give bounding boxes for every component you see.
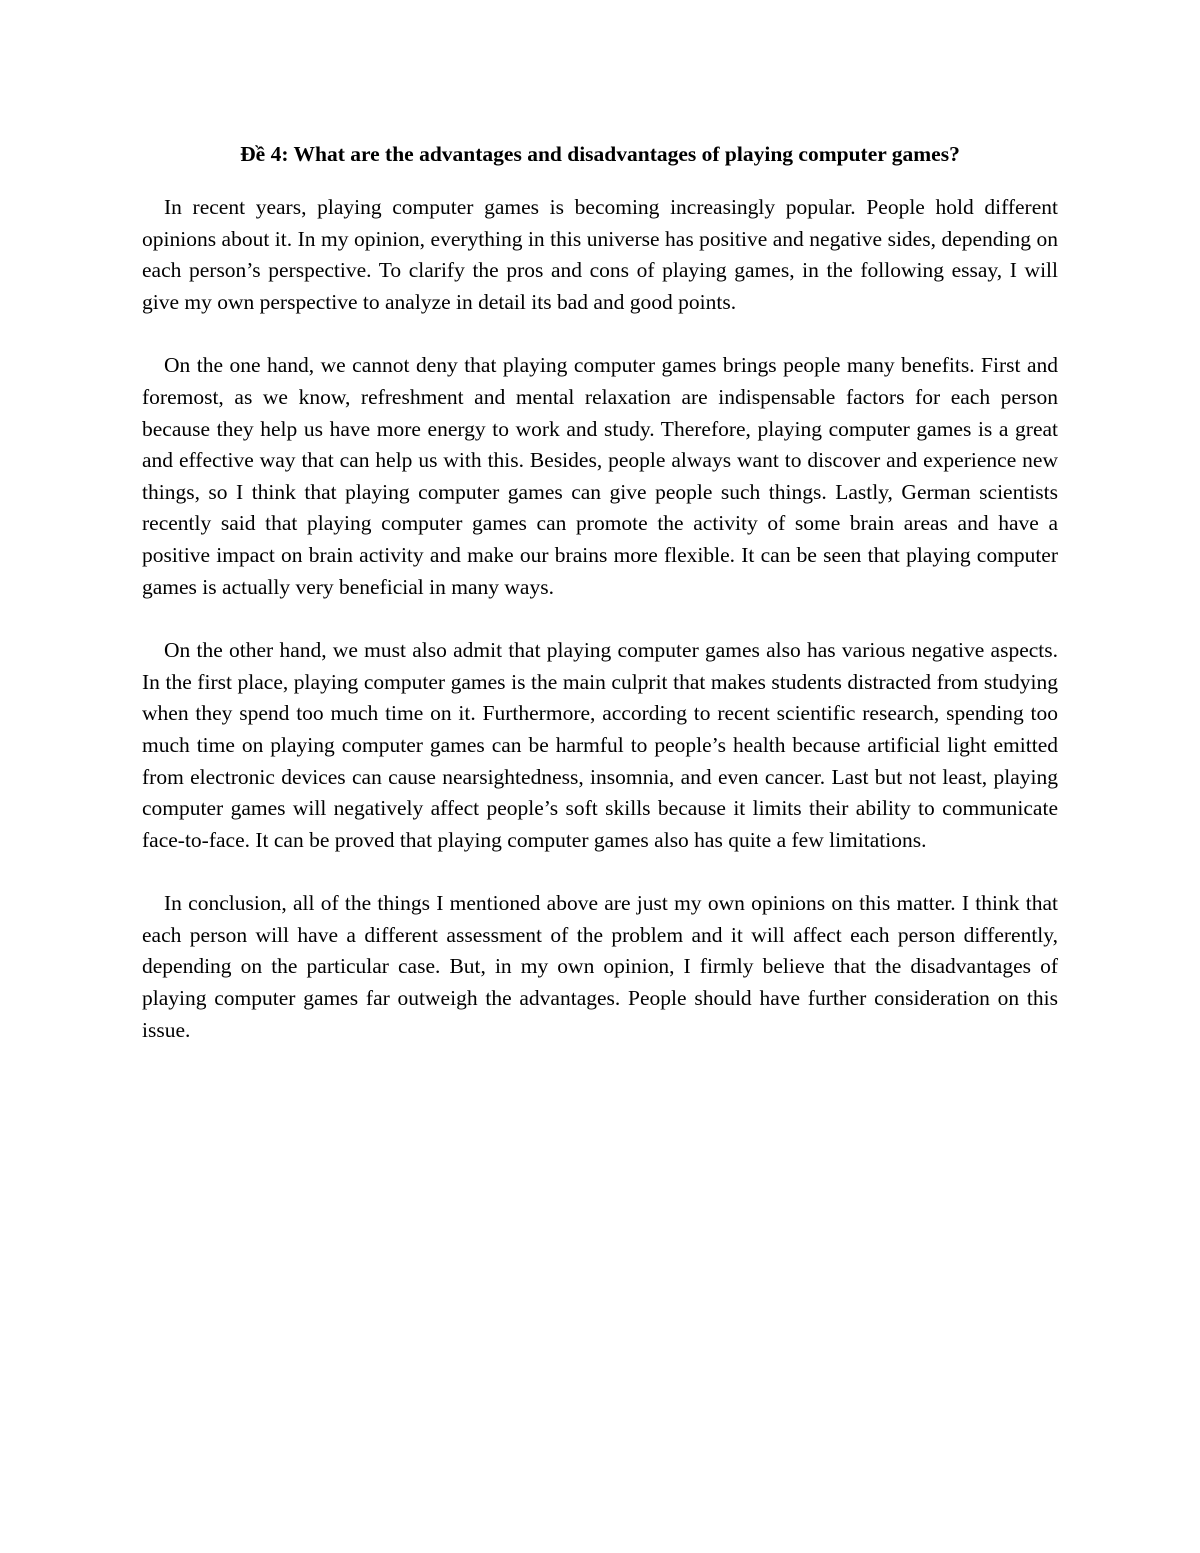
paragraph-introduction: In recent years, playing computer games is becoming increasingly popular. People hold different opinions about it. In my opinion, everything in this universe has positive and negative sides, depending on each person’s perspective. To clarify the pros and cons of playing games, in the following essay, I will give my own perspective to analyze in detail its bad and good points. — [142, 195, 1058, 314]
paragraph-disadvantages: On the other hand, we must also admit that playing computer games also has various negative aspects. In the first place, playing computer games is the main culprit that makes students distracted from studying when they spend too much time on it. Furthermore, according to recent scientific research, spending too much time on playing computer games can be harmful to people’s health because artificial light emitted from electronic devices can cause nearsightedness, insomnia, and even cancer. Last but not least, playing computer games will negatively affect people’s soft skills because it limits their ability to communicate face-to-face. It can be proved that playing computer games also has quite a few limitations. — [142, 638, 1058, 852]
paragraph-conclusion: In conclusion, all of the things I mentioned above are just my own opinions on this matter. I think that each person will have a different assessment of the problem and it will affect each person differently, depending on the particular case. But, in my own opinion, I firmly believe that the disadvantages of playing computer games far outweigh the advantages. People should have further consideration on this issue. — [142, 891, 1058, 1042]
essay-body — [142, 138, 1058, 1078]
paragraph-advantages: On the one hand, we cannot deny that playing computer games brings people many benefits. First and foremost, as we know, refreshment and mental relaxation are indispensable factors for each person because they help us have more energy to work and study. Therefore, playing computer games is a great and effective way that can help us with this. Besides, people always want to discover and experience new things, so I think that playing computer games can give people such things. Lastly, German scientists recently said that playing computer games can promote the activity of some brain areas and have a positive impact on brain activity and make our brains more flexible. It can be seen that playing computer games is actually very beneficial in many ways. — [142, 353, 1058, 599]
essay-title: Đề 4: What are the advantages and disadvantages of playing computer games? — [240, 142, 960, 166]
